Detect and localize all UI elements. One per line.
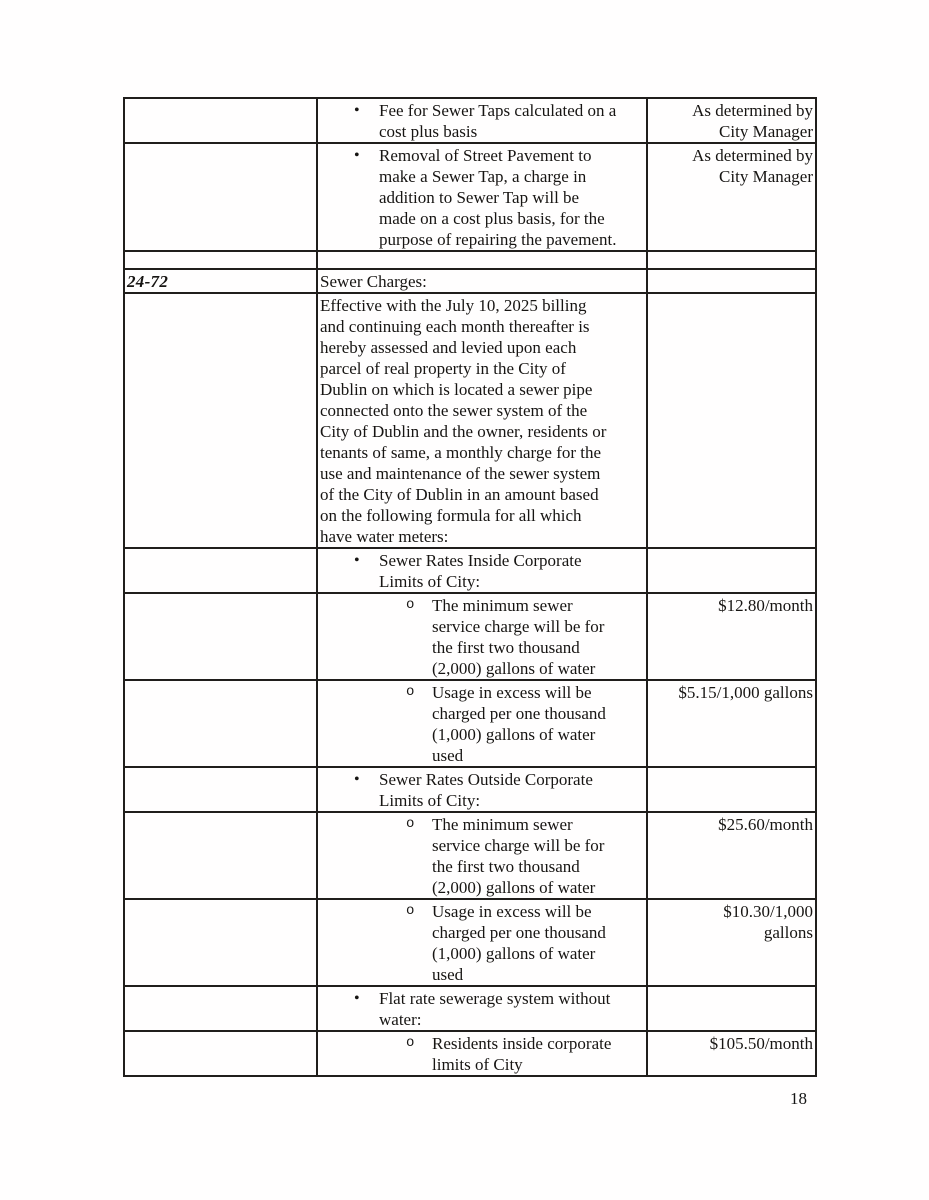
- fee-cell: [647, 251, 816, 269]
- item-text: Sewer Rates Inside Corporate Limits of City:: [379, 551, 582, 591]
- section-ref-cell: [124, 812, 317, 899]
- page-number: 18: [790, 1089, 807, 1108]
- bullet-icon: •: [354, 990, 360, 1007]
- item-cell: [317, 251, 647, 269]
- table-row: [124, 251, 816, 269]
- item-cell: [317, 767, 647, 812]
- item-cell: [317, 98, 647, 143]
- item-text: The minimum sewer service charge will be for the first two thousand (2,000) gallons of water: [432, 596, 605, 678]
- section-ref-cell: [124, 986, 317, 1031]
- section-ref-cell: [124, 251, 317, 269]
- section-ref-cell: [124, 98, 317, 143]
- item-text: Residents inside corporate limits of City: [432, 1034, 612, 1074]
- table-row: [124, 1031, 816, 1076]
- item-text: The minimum sewer service charge will be for the first two thousand (2,000) gallons of water: [432, 815, 605, 897]
- fee-cell: $12.80/month: [647, 593, 816, 680]
- section-ref-cell: [124, 680, 317, 767]
- table-row: [124, 812, 816, 899]
- fee-cell: $105.50/month: [647, 1031, 816, 1076]
- circle-bullet-icon: o: [406, 816, 415, 832]
- table-row: [124, 269, 816, 293]
- fee-cell: [647, 269, 816, 293]
- bullet-icon: •: [354, 771, 360, 788]
- table-row: [124, 767, 816, 812]
- table-row: [124, 680, 816, 767]
- section-ref-cell: [124, 293, 317, 548]
- section-ref-cell: [124, 269, 317, 293]
- section-ref-cell: [124, 143, 317, 251]
- fee-cell: [647, 767, 816, 812]
- section-ref-cell: [124, 1031, 317, 1076]
- bullet-icon: •: [354, 102, 360, 119]
- fee-cell: [647, 293, 816, 548]
- fee-schedule-table: [123, 97, 817, 1077]
- circle-bullet-icon: o: [406, 597, 415, 613]
- item-text: Sewer Rates Outside Corporate Limits of City:: [379, 770, 593, 810]
- table-row: [124, 899, 816, 986]
- item-cell: [317, 548, 647, 593]
- item-text: Removal of Street Pavement to make a Sewer Tap, a charge in addition to Sewer Tap will be made on a cost plus basis, for the purpose of repairing the pavement.: [379, 146, 617, 249]
- item-cell: [317, 899, 647, 986]
- table-row: [124, 548, 816, 593]
- item-cell: [317, 593, 647, 680]
- bullet-icon: •: [354, 147, 360, 164]
- table-row: [124, 143, 816, 251]
- section-ref-cell: [124, 767, 317, 812]
- item-cell: [317, 680, 647, 767]
- item-cell: [317, 269, 647, 293]
- fee-cell: As determined by City Manager: [647, 143, 816, 251]
- section-ref-cell: [124, 899, 317, 986]
- fee-cell: [647, 986, 816, 1031]
- item-text: Usage in excess will be charged per one thousand (1,000) gallons of water used: [432, 683, 606, 765]
- table-row: [124, 986, 816, 1031]
- fee-cell: $10.30/1,000 gallons: [647, 899, 816, 986]
- fee-cell: $25.60/month: [647, 812, 816, 899]
- fee-cell: [647, 548, 816, 593]
- fee-cell: $5.15/1,000 gallons: [647, 680, 816, 767]
- section-ref-cell: [124, 593, 317, 680]
- fee-cell: As determined by City Manager: [647, 98, 816, 143]
- section-ref-cell: [124, 548, 317, 593]
- circle-bullet-icon: o: [406, 684, 415, 700]
- bullet-icon: •: [354, 552, 360, 569]
- table-row: [124, 98, 816, 143]
- item-text: Flat rate sewerage system without water:: [379, 989, 611, 1029]
- item-cell: [317, 986, 647, 1031]
- circle-bullet-icon: o: [406, 903, 415, 919]
- item-text: Fee for Sewer Taps calculated on a cost plus basis: [379, 101, 617, 141]
- section-title: Sewer Charges:: [320, 272, 427, 291]
- item-cell: [317, 293, 647, 548]
- section-ref: 24-72: [127, 272, 169, 291]
- item-cell: [317, 812, 647, 899]
- item-cell: [317, 143, 647, 251]
- circle-bullet-icon: o: [406, 1035, 415, 1051]
- paragraph-text: Effective with the July 10, 2025 billing and continuing each month thereafter is hereby assessed and levied upon each parcel of real property in the City of Dublin on which is located a sewer pipe connected onto the sewer system of the City of Dublin and the owner, residents or tenants of same, a monthly charge for the use and maintenance of the sewer system of the City of Dublin in an amount based on the following formula for all which have water meters:: [320, 296, 607, 546]
- item-cell: [317, 1031, 647, 1076]
- item-text: Usage in excess will be charged per one thousand (1,000) gallons of water used: [432, 902, 606, 984]
- table-row: [124, 293, 816, 548]
- table-row: [124, 593, 816, 680]
